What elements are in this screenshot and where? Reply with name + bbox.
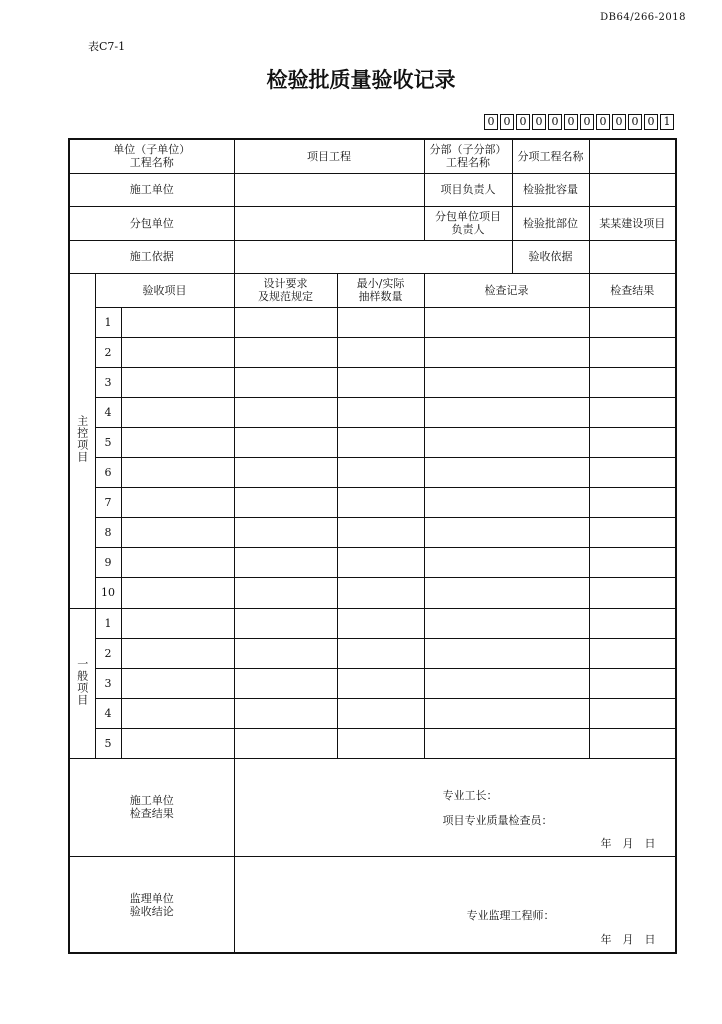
code-digit-box: 0: [548, 114, 562, 130]
unit-name-value[interactable]: 项目工程: [234, 139, 424, 173]
construction-basis-label: 施工依据: [69, 240, 234, 273]
result-cell[interactable]: [589, 578, 676, 608]
contractor-label: 施工单位: [69, 173, 234, 206]
batch-capacity-label: 检验批容量: [512, 173, 589, 206]
inspection-form-table: [68, 138, 677, 954]
sample-cell[interactable]: [337, 728, 424, 758]
record-cell[interactable]: [424, 578, 589, 608]
record-cell[interactable]: [424, 728, 589, 758]
record-cell[interactable]: [424, 337, 589, 367]
result-cell[interactable]: [589, 548, 676, 578]
batch-part-label: 检验批部位: [512, 206, 589, 240]
row-number: 4: [95, 398, 121, 428]
design-cell[interactable]: [234, 698, 337, 728]
sample-cell[interactable]: [337, 698, 424, 728]
design-cell[interactable]: [234, 668, 337, 698]
subcontractor-value[interactable]: [234, 206, 424, 240]
col-sample-quantity: 最小/实际 抽样数量: [337, 273, 424, 307]
item-cell[interactable]: [121, 608, 234, 638]
design-cell[interactable]: [234, 398, 337, 428]
result-cell[interactable]: [589, 458, 676, 488]
batch-part-value[interactable]: 某某建设项目: [589, 206, 676, 240]
supervision-engineer-label: 专业监理工程师：: [466, 909, 555, 923]
row-number: 1: [95, 608, 121, 638]
result-cell[interactable]: [589, 307, 676, 337]
quality-inspector-label: 项目专业质量检查员：: [442, 813, 553, 827]
item-cell[interactable]: [121, 398, 234, 428]
row-number: 4: [95, 698, 121, 728]
item-cell[interactable]: [121, 548, 234, 578]
row-number: 3: [95, 668, 121, 698]
code-digit-box: 0: [644, 114, 658, 130]
code-digit-box: 0: [564, 114, 578, 130]
row-number: 8: [95, 518, 121, 548]
record-cell[interactable]: [424, 368, 589, 398]
code-digit-box: 0: [484, 114, 498, 130]
item-cell[interactable]: [121, 728, 234, 758]
row-number: 1: [95, 307, 121, 337]
result-cell[interactable]: [589, 608, 676, 638]
unit-name-label: 单位（子单位） 工程名称: [69, 139, 234, 173]
sample-cell[interactable]: [337, 668, 424, 698]
sample-cell[interactable]: [337, 638, 424, 668]
result-cell[interactable]: [589, 428, 676, 458]
record-cell[interactable]: [424, 668, 589, 698]
form-number: 表C7-1: [88, 40, 126, 53]
item-cell[interactable]: [121, 428, 234, 458]
col-inspection-item: 验收项目: [95, 273, 234, 307]
item-cell[interactable]: [121, 698, 234, 728]
item-cell[interactable]: [121, 337, 234, 367]
code-digit-box: 0: [532, 114, 546, 130]
sample-cell[interactable]: [337, 548, 424, 578]
design-cell[interactable]: [234, 638, 337, 668]
row-number: 9: [95, 548, 121, 578]
supervision-date: 年 月 日: [600, 933, 656, 947]
record-cell[interactable]: [424, 608, 589, 638]
row-number: 10: [95, 578, 121, 608]
contractor-value[interactable]: [234, 173, 424, 206]
code-digit-box: 0: [580, 114, 594, 130]
item-cell[interactable]: [121, 488, 234, 518]
sample-cell[interactable]: [337, 368, 424, 398]
item-cell[interactable]: [121, 458, 234, 488]
result-cell[interactable]: [589, 488, 676, 518]
result-cell[interactable]: [589, 698, 676, 728]
sample-cell[interactable]: [337, 578, 424, 608]
item-cell[interactable]: [121, 307, 234, 337]
code-digit-box: 0: [500, 114, 514, 130]
sample-cell[interactable]: [337, 518, 424, 548]
subitem-name-value[interactable]: [589, 139, 676, 173]
design-cell[interactable]: [234, 428, 337, 458]
item-cell[interactable]: [121, 518, 234, 548]
main-control-label: 主控项目: [69, 273, 95, 608]
sample-cell[interactable]: [337, 608, 424, 638]
row-number: 2: [95, 337, 121, 367]
result-cell[interactable]: [589, 398, 676, 428]
design-cell[interactable]: [234, 307, 337, 337]
row-number: 5: [95, 428, 121, 458]
design-cell[interactable]: [234, 548, 337, 578]
construction-check-area[interactable]: [234, 758, 676, 856]
item-cell[interactable]: [121, 668, 234, 698]
row-number: 7: [95, 488, 121, 518]
record-cell[interactable]: [424, 548, 589, 578]
sub-manager-label: 分包单位项目 负责人: [424, 206, 512, 240]
page-title: 检验批质量验收记录: [266, 68, 456, 92]
subitem-name-label: 分项工程名称: [512, 139, 589, 173]
construction-check-label: 施工单位 检查结果: [69, 758, 234, 856]
construction-date: 年 月 日: [600, 836, 656, 850]
col-inspection-result: 检查结果: [589, 273, 676, 307]
record-cell[interactable]: [424, 307, 589, 337]
design-cell[interactable]: [234, 608, 337, 638]
code-digit-box: 0: [612, 114, 626, 130]
record-cell[interactable]: [424, 398, 589, 428]
general-items-label: 一般项目: [69, 608, 95, 758]
record-cell[interactable]: [424, 638, 589, 668]
code-digit-box: 1: [660, 114, 674, 130]
record-cell[interactable]: [424, 428, 589, 458]
sample-cell[interactable]: [337, 337, 424, 367]
result-cell[interactable]: [589, 638, 676, 668]
design-cell[interactable]: [234, 458, 337, 488]
row-number: 2: [95, 638, 121, 668]
division-name-label: 分部（子分部） 工程名称: [424, 139, 512, 173]
code-digit-box: 0: [516, 114, 530, 130]
item-cell[interactable]: [121, 368, 234, 398]
item-cell[interactable]: [121, 638, 234, 668]
acceptance-basis-value[interactable]: [589, 240, 676, 273]
design-cell[interactable]: [234, 337, 337, 367]
result-cell[interactable]: [589, 668, 676, 698]
subcontractor-label: 分包单位: [69, 206, 234, 240]
col-inspection-record: 检查记录: [424, 273, 589, 307]
code-digit-box: 0: [628, 114, 642, 130]
design-cell[interactable]: [234, 488, 337, 518]
row-number: 6: [95, 458, 121, 488]
record-cell[interactable]: [424, 518, 589, 548]
design-cell[interactable]: [234, 578, 337, 608]
result-cell[interactable]: [589, 337, 676, 367]
result-cell[interactable]: [589, 728, 676, 758]
design-cell[interactable]: [234, 518, 337, 548]
row-number: 3: [95, 368, 121, 398]
sample-cell[interactable]: [337, 488, 424, 518]
code-digit-box: 0: [596, 114, 610, 130]
record-cell[interactable]: [424, 458, 589, 488]
result-cell[interactable]: [589, 368, 676, 398]
supervision-check-area[interactable]: [234, 857, 676, 953]
sample-cell[interactable]: [337, 428, 424, 458]
record-cell[interactable]: [424, 698, 589, 728]
design-cell[interactable]: [234, 368, 337, 398]
design-cell[interactable]: [234, 728, 337, 758]
sample-cell[interactable]: [337, 307, 424, 337]
construction-basis-value[interactable]: [234, 240, 512, 273]
acceptance-basis-label: 验收依据: [512, 240, 589, 273]
col-design-requirement: 设计要求 及规范规定: [234, 273, 337, 307]
row-number: 5: [95, 728, 121, 758]
project-manager-label: 项目负责人: [424, 173, 512, 206]
supervision-check-label: 监理单位 验收结论: [69, 857, 234, 953]
foreman-signature-label: 专业工长：: [442, 788, 498, 802]
batch-capacity-value[interactable]: [589, 173, 676, 206]
standard-code: DB64/266-2018: [600, 12, 686, 23]
sample-cell[interactable]: [337, 458, 424, 488]
document-code: [482, 114, 674, 130]
result-cell[interactable]: [589, 518, 676, 548]
sample-cell[interactable]: [337, 398, 424, 428]
record-cell[interactable]: [424, 488, 589, 518]
item-cell[interactable]: [121, 578, 234, 608]
